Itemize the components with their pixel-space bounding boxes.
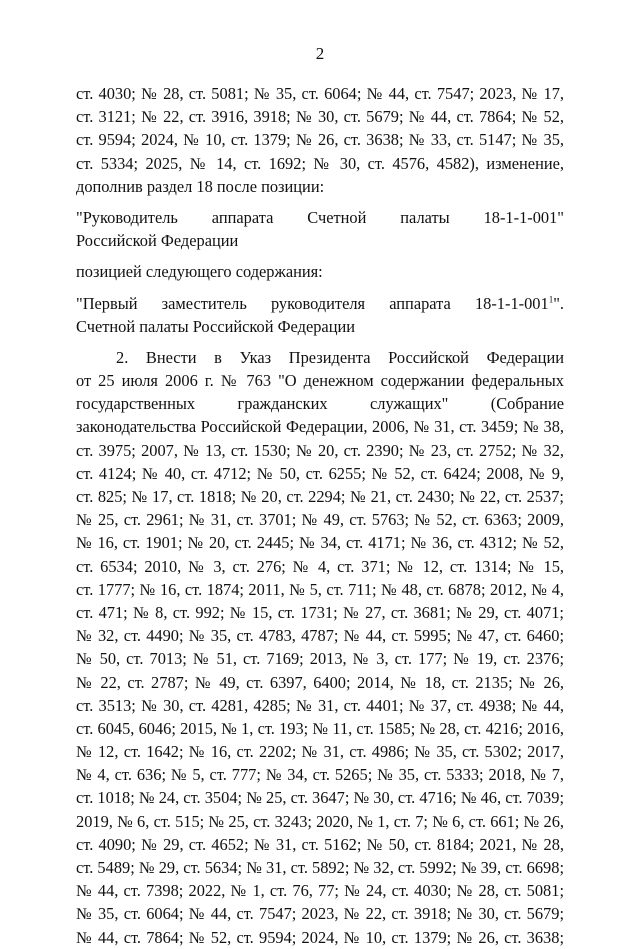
text-line: ст. 4124; № 40, ст. 4712; № 50, ст. 6255; № 52, ст. 6424; 2008, № 9, [76, 463, 564, 483]
text-line: № 12, ст. 1642; № 16, ст. 2202; № 31, ст. 4986; № 35, ст. 5302; 2017, [76, 742, 564, 762]
quoted-position-1 [76, 206, 564, 252]
quote-line [76, 292, 564, 315]
quote-line: "Руководитель аппарата Счетной палаты 18-1-1-001" [76, 207, 564, 227]
text-line: № 16, ст. 1901; № 20, ст. 2445; № 34, ст. 4171; № 36, ст. 4312; № 52, [76, 533, 564, 553]
text-line: ст. 1018; № 24, ст. 3504; № 25, ст. 3647; № 30, ст. 4716; № 46, ст. 7039; [76, 788, 564, 808]
document-body [76, 82, 564, 949]
text-line: ст. 3513; № 30, ст. 4281, 4285; № 31, ст. 4401; № 37, ст. 4938; № 44, [76, 695, 564, 715]
text-line: № 25, ст. 2961; № 31, ст. 3701; № 49, ст. 5763; № 52, ст. 6363; 2009, [76, 510, 564, 530]
text-line: ст. 471; № 8, ст. 992; № 15, ст. 1731; № 27, ст. 3681; № 29, ст. 4071; [76, 602, 564, 622]
text-line: государственных гражданских служащих" (Собрание [76, 394, 564, 414]
text-line: № 44, ст. 7864; № 52, ст. 9594; 2024, № 10, ст. 1379; № 26, ст. 3638; [76, 927, 564, 947]
superscript: 1 [548, 294, 554, 305]
paragraph-1 [76, 82, 564, 198]
text-line: № 50, ст. 7013; № 51, ст. 7169; 2013, № 3, ст. 177; № 19, ст. 2376; [76, 649, 564, 669]
text-line: № 4, ст. 636; № 5, ст. 777; № 34, ст. 5265; № 35, ст. 5333; 2018, № 7, [76, 765, 564, 785]
text-line: дополнив раздел 18 после позиции: [76, 176, 325, 196]
text-line: ст. 3121; № 22, ст. 3916, 3918; № 30, ст. 5679; № 44, ст. 7864; № 52, [76, 107, 564, 127]
text-line: № 32, ст. 4490; № 35, ст. 4783, 4787; № 44, ст. 5995; № 47, ст. 6460; [76, 626, 564, 646]
text-line: ст. 5334; 2025, № 14, ст. 1692; № 30, ст. 4576, 4582), изменение, [76, 153, 564, 173]
text-line: ст. 4030; № 28, ст. 5081; № 35, ст. 6064; № 44, ст. 7547; 2023, № 17, [76, 84, 564, 103]
text-line: № 44, ст. 7398; 2022, № 1, ст. 76, 77; № 24, ст. 4030; № 28, ст. 5081; [76, 881, 564, 901]
text-line: ст. 3975; 2007, № 13, ст. 1530; № 20, ст. 2390; № 23, ст. 2752; № 32, [76, 440, 564, 460]
text-line: 2. Внести в Указ Президента Российской Федерации [116, 347, 564, 367]
text-line: ст. 4090; № 29, ст. 4652; № 31, ст. 5162; № 50, ст. 8184; 2021, № 28, [76, 834, 564, 854]
text-line: от 25 июля 2006 г. № 763 "О денежном содержании федеральных [76, 371, 564, 391]
text-line: ст. 825; № 17, ст. 1818; № 20, ст. 2294; № 21, ст. 2430; № 22, ст. 2537; [76, 487, 564, 506]
text-line: ст. 1777; № 16, ст. 1874; 2011, № 5, ст. 711; № 48, ст. 6878; 2012, № 4, [76, 579, 564, 599]
quote-text: "Первый заместитель руководителя аппарата 18-1-1-001 [76, 293, 549, 313]
text-line: ст. 9594; 2024, № 10, ст. 1379; № 26, ст. 3638; № 33, ст. 5147; № 35, [76, 130, 564, 150]
quote-end: ". [553, 293, 564, 313]
text-line: ст. 5489; № 29, ст. 5634; № 31, ст. 5892; № 32, ст. 5992; № 39, ст. 6698; [76, 858, 564, 877]
page-number: 2 [315, 44, 325, 63]
text-line: № 22, ст. 2787; № 49, ст. 6397, 6400; 2014, № 18, ст. 2135; № 26, [76, 672, 564, 692]
quote-line: Счетной палаты Российской Федерации [76, 316, 356, 336]
connector-line [76, 260, 564, 283]
text-line: законодательства Российской Федерации, 2006, № 31, ст. 3459; № 38, [76, 417, 564, 437]
text-line: 2019, № 6, ст. 515; № 25, ст. 3243; 2020, № 1, ст. 7; № 6, ст. 661; № 26, [76, 811, 564, 831]
paragraph-2 [76, 346, 564, 949]
text-line: № 35, ст. 6064; № 44, ст. 7547; 2023, № 22, ст. 3918; № 30, ст. 5679; [76, 904, 564, 924]
text-line: позицией следующего содержания: [76, 262, 323, 282]
text-line: ст. 6534; 2010, № 3, ст. 276; № 4, ст. 371; № 12, ст. 1314; № 15, [76, 556, 564, 576]
quoted-position-2 [76, 292, 564, 338]
quote-line: Российской Федерации [76, 231, 239, 251]
text-line: ст. 6045, 6046; 2015, № 1, ст. 193; № 11, ст. 1585; № 28, ст. 4216; 2016, [76, 718, 564, 738]
